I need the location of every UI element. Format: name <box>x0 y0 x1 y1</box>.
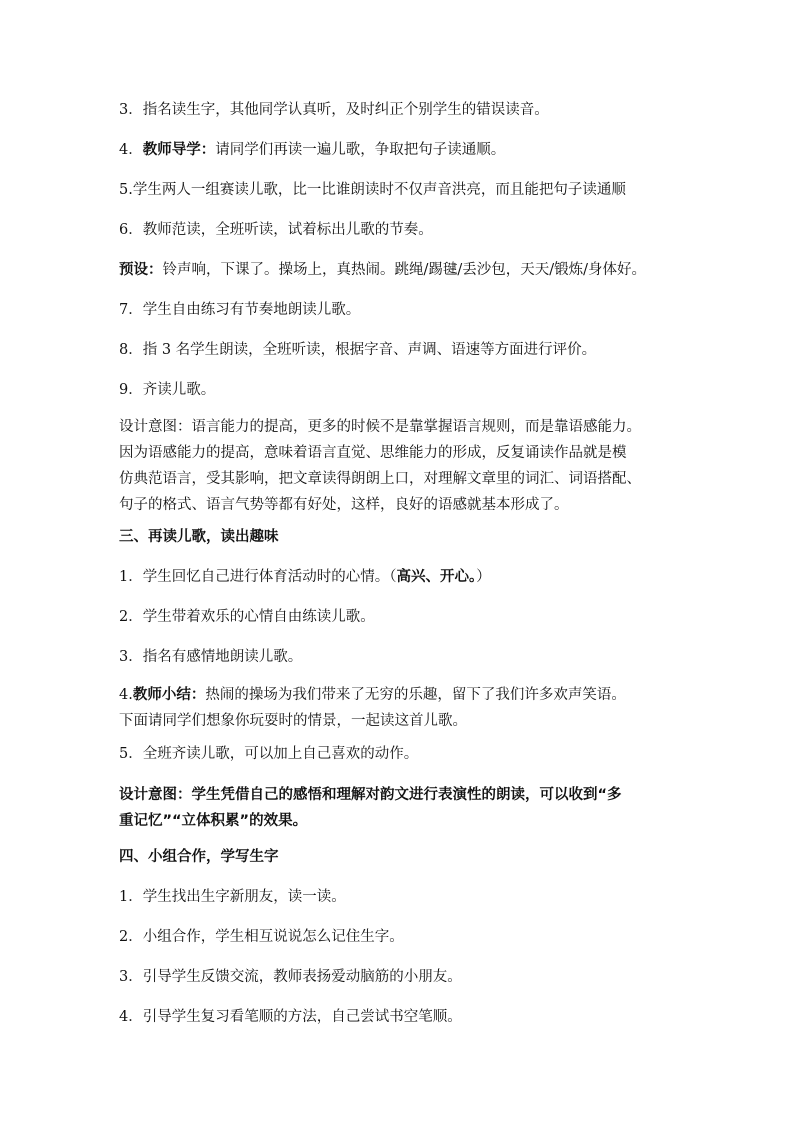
design-intent-line: 重记忆”“立体积累”的效果。 <box>119 813 308 829</box>
section-heading-3: 三、再读儿歌，读出趣味 <box>119 529 279 545</box>
item-number: 3． <box>119 102 143 118</box>
section4-item-2 <box>119 928 694 946</box>
section3-item-1 <box>119 568 694 586</box>
item-number: 5. <box>119 182 133 198</box>
item-line-continued: 下面请同学们想象你玩耍时的情景，一起读这首儿歌。 <box>119 713 467 729</box>
item-text: 教师范读，全班听读，试着标出儿歌的节奏。 <box>142 222 433 238</box>
list-item-9 <box>119 381 694 399</box>
item-text: 学生自由练习有节奏地朗读儿歌。 <box>142 302 361 318</box>
item-text: 小组合作，学生相互说说怎么记住生字。 <box>142 929 404 945</box>
section-heading-4: 四、小组合作，学写生字 <box>119 849 279 865</box>
item-number: 1． <box>119 889 143 905</box>
list-item-8 <box>119 341 694 359</box>
item-number: 1． <box>119 569 143 585</box>
item-text: 学生回忆自己进行体育活动时的心情。（ <box>142 569 397 585</box>
item-label-teacher-guide: 教师导学： <box>142 142 216 158</box>
item-text-tail: ） <box>476 569 491 585</box>
item-number: 4． <box>119 1009 143 1025</box>
design-intent-line: 设计意图：学生凭借自己的感悟和理解对韵文进行表演性的朗读，可以收到“多 <box>119 787 622 803</box>
list-item-5 <box>119 181 694 199</box>
design-intent-paragraph-1 <box>119 414 694 518</box>
item-number: 8． <box>119 342 143 358</box>
item-text: 请同学们再读一遍儿歌，争取把句子读通顺。 <box>215 142 506 158</box>
item-number: 3． <box>119 969 143 985</box>
item-number: 6． <box>119 222 143 238</box>
item-text: 齐读儿歌。 <box>142 382 216 398</box>
item-text: 指名有感情地朗读儿歌。 <box>142 649 303 665</box>
section3-item-3 <box>119 648 694 666</box>
item-text: 热闹的操场为我们带来了无穷的乐趣，留下了我们许多欢声笑语。 <box>205 687 626 703</box>
item-number: 4. <box>119 687 133 703</box>
item-number: 2． <box>119 929 143 945</box>
item-number: 5． <box>119 746 143 762</box>
design-intent-line: 句子的格式、语言气势等都有好处，这样，良好的语感就基本形成了。 <box>119 497 569 513</box>
section4-item-4 <box>119 1008 694 1026</box>
item-number: 7． <box>119 302 143 318</box>
design-intent-line: 设计意图：语言能力的提高，更多的时候不是靠掌握语言规则，而是靠语感能力。 <box>119 419 641 435</box>
section4-item-3 <box>119 968 694 986</box>
item-number: 9． <box>119 382 143 398</box>
section3-item-5 <box>119 745 694 763</box>
preset-line <box>119 261 694 279</box>
design-intent-paragraph-2 <box>119 782 694 834</box>
preset-text: 铃声响，下课了。操场上，真热闹。跳绳/踢毽/丢沙包，天天/锻炼/身体好。 <box>162 262 647 278</box>
section4-item-1 <box>119 888 694 906</box>
list-item-4 <box>119 141 694 159</box>
list-item-6 <box>119 221 694 239</box>
design-intent-line: 因为语感能力的提高，意味着语言直觉、思维能力的形成，反复诵读作品就是模 <box>119 445 627 461</box>
item-text: 指名读生字，其他同学认真听，及时纠正个别学生的错误读音。 <box>142 102 549 118</box>
preset-label: 预设： <box>119 262 163 278</box>
item-number: 2． <box>119 609 143 625</box>
item-text: 全班齐读儿歌，可以加上自己喜欢的动作。 <box>142 746 419 762</box>
item-number: 3． <box>119 649 143 665</box>
section3-item-4 <box>119 682 694 734</box>
section3-item-2 <box>119 608 694 626</box>
item-number: 4． <box>119 142 143 158</box>
item-text: 学生两人一组赛读儿歌，比一比谁朗读时不仅声音洪亮，而且能把句子读通顺 <box>132 182 626 198</box>
item-bold-answer: 高兴、开心。 <box>396 569 477 585</box>
item-line <box>119 682 694 708</box>
item-text: 引导学生反馈交流，教师表扬爱动脑筋的小朋友。 <box>142 969 462 985</box>
list-item-3 <box>119 101 694 119</box>
design-intent-line: 仿典范语言，受其影响，把文章读得朗朗上口，对理解文章里的词汇、词语搭配、 <box>119 471 641 487</box>
item-text: 学生找出生字新朋友，读一读。 <box>142 889 346 905</box>
item-label-teacher-summary: 教师小结： <box>132 687 206 703</box>
item-text: 学生带着欢乐的心情自由练读儿歌。 <box>142 609 375 625</box>
list-item-7 <box>119 301 694 319</box>
item-text: 指 3 名学生朗读，全班听读，根据字音、声调、语速等方面进行评价。 <box>142 342 597 358</box>
item-text: 引导学生复习看笔顺的方法，自己尝试书空笔顺。 <box>142 1009 462 1025</box>
